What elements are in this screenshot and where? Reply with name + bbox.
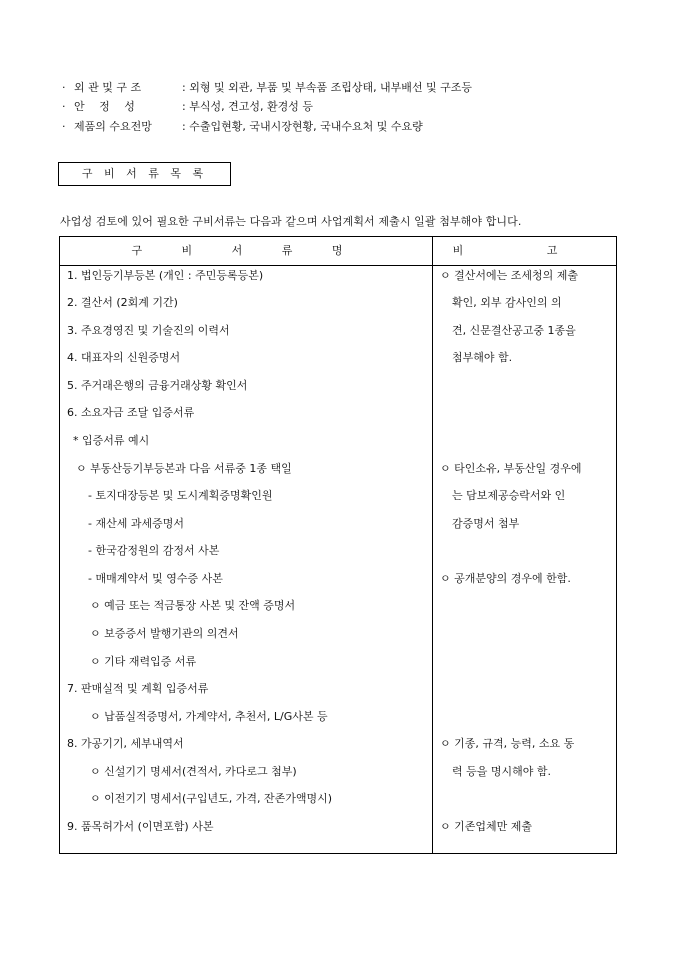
table-row: - 매매계약서 및 영수증 사본	[88, 572, 223, 585]
table-row: 3. 주요경영진 및 기술진의 이력서	[67, 324, 230, 337]
criteria-text: : 수출입현황, 국내시장현황, 국내수요처 및 수요량	[182, 120, 423, 133]
bullet-marker: ·	[62, 81, 66, 94]
criteria-label: 안 정 성	[74, 100, 135, 113]
table-row: - 토지대장등본 및 도시계획증명확인원	[88, 489, 273, 502]
table-row: ㅇ 이전기기 명세서(구입년도, 가격, 잔존가액명시)	[90, 792, 333, 805]
note-line: ㅇ 기존업체만 제출	[440, 820, 533, 833]
table-row: 4. 대표자의 신원증명서	[67, 351, 181, 364]
table-row: 9. 품목허가서 (이면포함) 사본	[67, 820, 214, 833]
table-row: 8. 가공기기, 세부내역서	[67, 737, 184, 750]
note-line: 력 등을 명시해야 함.	[452, 765, 551, 778]
table-row: ㅇ 예금 또는 적금통장 사본 및 잔액 증명서	[90, 599, 296, 612]
intro-text: 사업성 검토에 있어 필요한 구비서류는 다음과 같으며 사업계획서 제출시 일괄 첨부해야 합니다.	[60, 215, 522, 228]
table-row: - 재산세 과세증명서	[88, 517, 184, 530]
note-line: ㅇ 공개분양의 경우에 한함.	[440, 572, 571, 585]
table-row: 7. 판매실적 및 계획 입증서류	[67, 682, 209, 695]
table-row: 2. 결산서 (2회계 기간)	[67, 296, 178, 309]
note-line: ㅇ 기종, 규격, 능력, 소요 동	[440, 737, 575, 750]
bullet-marker: ·	[62, 100, 66, 113]
table-row: * 입증서류 예시	[73, 434, 150, 447]
criteria-label: 외 관 및 구 조	[74, 81, 142, 94]
criteria-text: : 부식성, 견고성, 환경성 등	[182, 100, 313, 113]
documents-table	[59, 236, 617, 854]
header-documents: 구 비 서 류 명	[131, 244, 361, 257]
column-divider	[432, 237, 433, 853]
bullet-marker: ·	[62, 120, 66, 133]
table-row: ㅇ 납품실적증명서, 가계약서, 추천서, L/G사본 등	[90, 710, 328, 723]
table-row: 5. 주거래은행의 금융거래상황 확인서	[67, 379, 248, 392]
criteria-line-stability	[62, 98, 313, 116]
header-notes: 비 고	[452, 244, 598, 257]
criteria-line-demand	[62, 118, 423, 136]
table-row: ㅇ 부동산등기부등본과 다음 서류중 1종 택일	[76, 462, 292, 475]
note-line: ㅇ 타인소유, 부동산일 경우에	[440, 462, 582, 475]
note-line: ㅇ 결산서에는 조세청의 제출	[440, 269, 579, 282]
table-row: 1. 법인등기부등본 (개인 : 주민등록등본)	[67, 269, 264, 282]
table-row: 6. 소요자금 조달 입증서류	[67, 406, 195, 419]
section-title: 구 비 서 류 목 록	[58, 162, 231, 186]
criteria-label: 제품의 수요전망	[74, 120, 152, 133]
table-row: ㅇ 보증증서 발행기관의 의견서	[90, 627, 239, 640]
table-row: ㅇ 신설기기 명세서(견적서, 카다로그 첨부)	[90, 765, 297, 778]
criteria-line-exterior	[62, 79, 472, 97]
note-line: 감증명서 첨부	[452, 517, 520, 530]
table-row: ㅇ 기타 재력입증 서류	[90, 655, 197, 668]
table-row: - 한국감정원의 감정서 사본	[88, 544, 220, 557]
criteria-text: : 외형 및 외관, 부품 및 부속품 조립상태, 내부배선 및 구조등	[182, 81, 473, 94]
note-line: 견, 신문결산공고중 1종을	[452, 324, 576, 337]
note-line: 첨부해야 함.	[452, 351, 513, 364]
note-line: 확인, 외부 감사인의 의	[452, 296, 562, 309]
note-line: 는 담보제공승락서와 인	[452, 489, 566, 502]
